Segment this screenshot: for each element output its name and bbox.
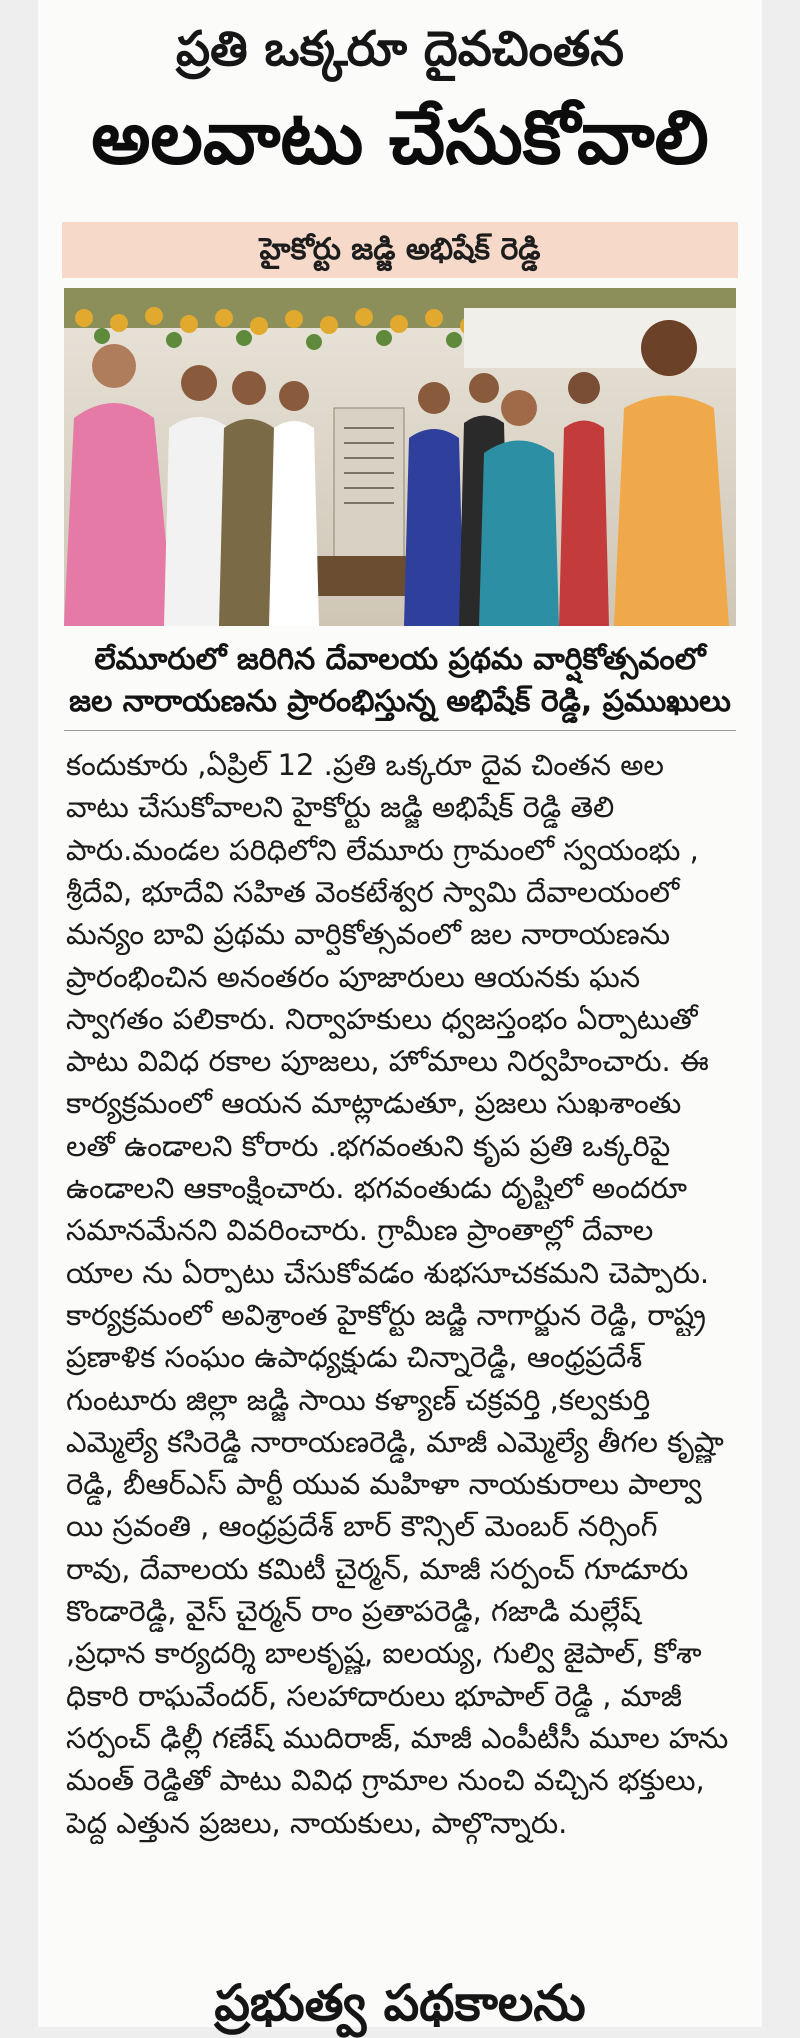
body-line: యాల ను ఏర్పాటు చేసుకోవడం శుభసూచకమని చెప్పారు. (66, 1255, 710, 1290)
body-line: శ్రీదేవి, భూదేవి సహిత వెంకటేశ్వర స్వామి దేవాలయంలో (66, 874, 680, 909)
body-line: ,ప్రధాన కార్యదర్శి బాలకృష్ణ, ఐలయ్య, గుల్వి జైపాల్, కోశా (66, 1636, 702, 1671)
subheadline: హైకోర్టు జడ్జి అభిషేక్ రెడ్డి (259, 232, 541, 267)
body-line: యి స్రవంతి , ఆంధ్రప్రదేశ్ బార్ కౌన్సిల్ మెంబర్ నర్సింగ్ (66, 1509, 658, 1544)
body-line: మంత్ రెడ్డితో పాటు వివిధ గ్రామాల నుంచి వచ్చిన భక్తులు, (66, 1763, 705, 1798)
body-line: కార్యక్రమంలో అవిశ్రాంత హైకోర్టు జడ్జి నాగార్జున రెడ్డి, రాష్ట్ర (66, 1297, 706, 1332)
news-photo (64, 288, 736, 626)
next-article-headline: ప్రభుత్వ పథకాలను (214, 1974, 586, 2032)
body-line: సమానమేనని వివరించారు. గ్రామీణ ప్రాంతాల్లో దేవాల (66, 1213, 654, 1248)
subheadline-banner (62, 222, 738, 278)
body-line: పాటు వివిధ రకాల పూజలు, హోమాలు నిర్వహించారు. ఈ (66, 1044, 709, 1079)
body-line: సర్పంచ్ ఢిల్లీ గణేష్ ముదిరాజ్, మాజీ ఎంపీటీసీ మూల హను (66, 1720, 729, 1755)
body-line: ప్రారంభించిన అనంతరం పూజారులు ఆయనకు ఘన (66, 959, 641, 994)
body-line: లతో ఉండాలని కోరారు .భగవంతుని కృప ప్రతి ఒక్కరిపై (66, 1128, 671, 1163)
newspaper-clipping (38, 0, 762, 2032)
headline-line-1: ప్రతి ఒక్కరూ దైవచింతన (176, 21, 624, 77)
body-line: రెడ్డి, బీఆర్ఎస్ పార్టీ యువ మహిళా నాయకురాలు పాల్వా (66, 1467, 702, 1502)
body-line: మన్యం బావి ప్రథమ వార్షికోత్సవంలో జల నారాయణను (66, 917, 671, 952)
body-line: పారు.మండల పరిధిలోని లేమూరు గ్రామంలో స్వయంభు , (66, 832, 699, 867)
body-line: గుంటూరు జిల్లా జడ్జి సాయి కళ్యాణ్ చక్రవర్తి ,కల్వకుర్తి (66, 1382, 651, 1417)
body-line: రావు, దేవాలయ కమిటీ చైర్మన్, మాజీ సర్పంచ్ గూడూరు (66, 1551, 689, 1586)
photo-caption-line-1: లేమూరులో జరిగిన దేవాలయ ప్రథమ వార్షికోత్సవంలో (94, 642, 706, 677)
body-line: ప్రణాళిక సంఘం ఉపాధ్యక్షుడు చిన్నారెడ్డి, ఆంధ్రప్రదేశ్ (66, 1340, 643, 1375)
news-photo-illustration (64, 288, 736, 626)
body-line: పెద్ద ఎత్తున ప్రజలు, నాయకులు, పాల్గొన్నారు. (66, 1805, 568, 1840)
headline-line-2: అలవాటు చేసుకోవాలి (91, 95, 709, 181)
caption-divider (64, 730, 736, 731)
body-line: కార్యక్రమంలో ఆయన మాట్లాడుతూ, ప్రజలు సుఖశాంతు (66, 1086, 682, 1121)
body-line: కొండారెడ్డి, వైస్ చైర్మన్ రాం ప్రతాపరెడ్డి, గజాడి మల్లేష్ (66, 1594, 641, 1628)
photo-caption-line-2: జల నారాయణను ప్రారంభిస్తున్న అభిషేక్ రెడ్డి, ప్రముఖులు (69, 684, 731, 719)
body-line: ధికారి రాఘవేందర్, సలహాదారులు భూపాల్ రెడ్డి , మాజీ (66, 1678, 682, 1713)
body-line: కందుకూరు ,ఏప్రిల్ 12 .ప్రతి ఒక్కరూ దైవ చింతన అల (66, 748, 664, 782)
body-line: స్వాగతం పలికారు. నిర్వాహకులు ధ్వజస్తంభం ఏర్పాటుతో (66, 1001, 698, 1036)
body-line: వాటు చేసుకోవాలని హైకోర్టు జడ్జి అభిషేక్ రెడ్డి తెలి (66, 790, 615, 825)
body-line: ఉండాలని ఆకాంక్షించారు. భగవంతుడు దృష్టిలో అందరూ (66, 1171, 687, 1205)
body-line: ఎమ్మెల్యే కసిరెడ్డి నారాయణరెడ్డి, మాజీ ఎమ్మెల్యే తీగల కృష్ణా (66, 1424, 724, 1459)
